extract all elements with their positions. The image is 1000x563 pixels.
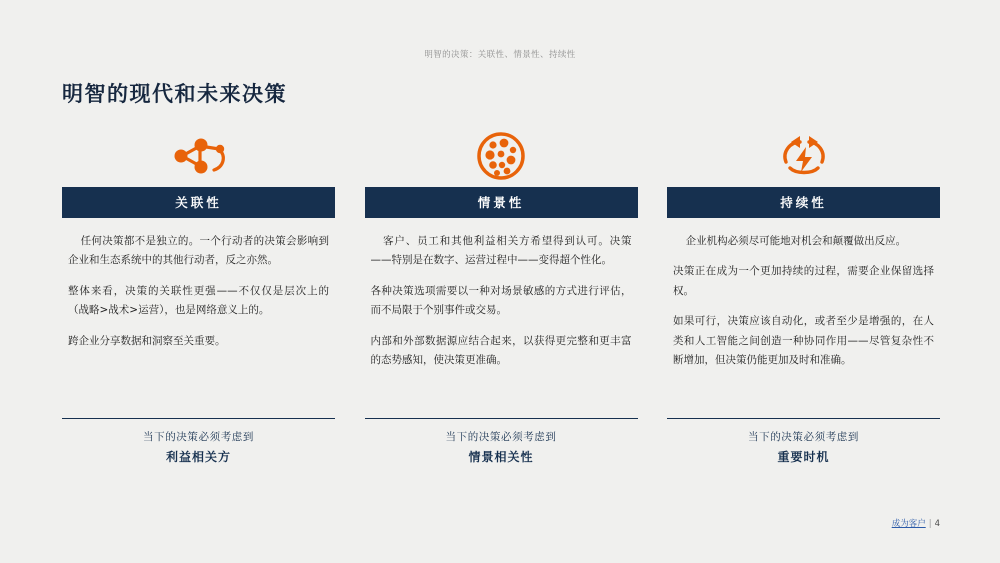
page-title: 明智的现代和未来决策	[62, 82, 287, 106]
page-number: 4	[934, 519, 940, 529]
recycle-bolt-icon	[667, 125, 940, 187]
cluster-dots-circle-icon	[365, 125, 638, 187]
footer-line1: 当下的决策必须考虑到	[748, 431, 859, 443]
page-footer	[892, 517, 940, 529]
network-nodes-icon	[62, 125, 335, 187]
body-relatedness	[62, 218, 335, 351]
footer-contextuality	[365, 418, 638, 465]
columns-container	[62, 125, 940, 382]
paragraph: 决策正在成为一个更加持续的过程，需要企业保留选择权。	[673, 265, 934, 297]
band-title-continuity: 持续性	[667, 187, 940, 218]
paragraph: 任何决策都不是独立的。一个行动者的决策会影响到企业和生态系统中的其他行动者，反之亦然。	[68, 235, 329, 267]
footers-container	[62, 418, 940, 465]
column-continuity	[667, 125, 940, 382]
footer-line1: 当下的决策必须考虑到	[445, 431, 557, 443]
column-relatedness	[62, 125, 335, 382]
paragraph: 客户、员工和其他利益相关方希望得到认可。决策——特别是在数字、运营过程中——变得超个性化。	[370, 235, 632, 267]
paragraph: 企业机构必须尽可能地对机会和颠覆做出反应。	[685, 235, 907, 247]
paragraph: 内部和外部数据源应结合起来，以获得更完整和更丰富的态势感知，使决策更准确。	[370, 334, 632, 367]
paragraph: 整体来看，决策的关联性更强——不仅仅是层次上的（战略>战术>运营），也是网络意义上的。	[68, 284, 329, 317]
paragraph: 如果可行，决策应该自动化，或者至少是增强的，在人类和人工智能之间创造一种协同作用——尽管复杂性不断增加，但决策仍能更加及时和准确。	[673, 315, 934, 367]
footer-line2: 重要时机	[777, 450, 830, 464]
body-contextuality	[365, 218, 638, 371]
slide-header-note	[0, 48, 1000, 60]
band-title-relatedness: 关联性	[62, 187, 335, 218]
header-note-text: 明智的决策：关联性、情景性、持续性	[424, 50, 576, 60]
become-customer-link[interactable]: 成为客户	[891, 519, 926, 529]
footer-separator: |	[928, 519, 932, 529]
footer-relatedness	[62, 418, 335, 465]
body-continuity	[667, 218, 940, 371]
footer-continuity	[667, 418, 940, 465]
column-contextuality	[365, 125, 638, 382]
paragraph: 跨企业分享数据和洞察至关重要。	[68, 334, 226, 347]
band-title-contextuality: 情景性	[365, 187, 638, 218]
paragraph: 各种决策选项需要以一种对场景敏感的方式进行评估，而不局限于个别事件或交易。	[370, 284, 632, 317]
footer-line2: 情景相关性	[468, 450, 534, 464]
footer-line2: 利益相关方	[165, 450, 231, 464]
footer-line1: 当下的决策必须考虑到	[143, 431, 254, 443]
